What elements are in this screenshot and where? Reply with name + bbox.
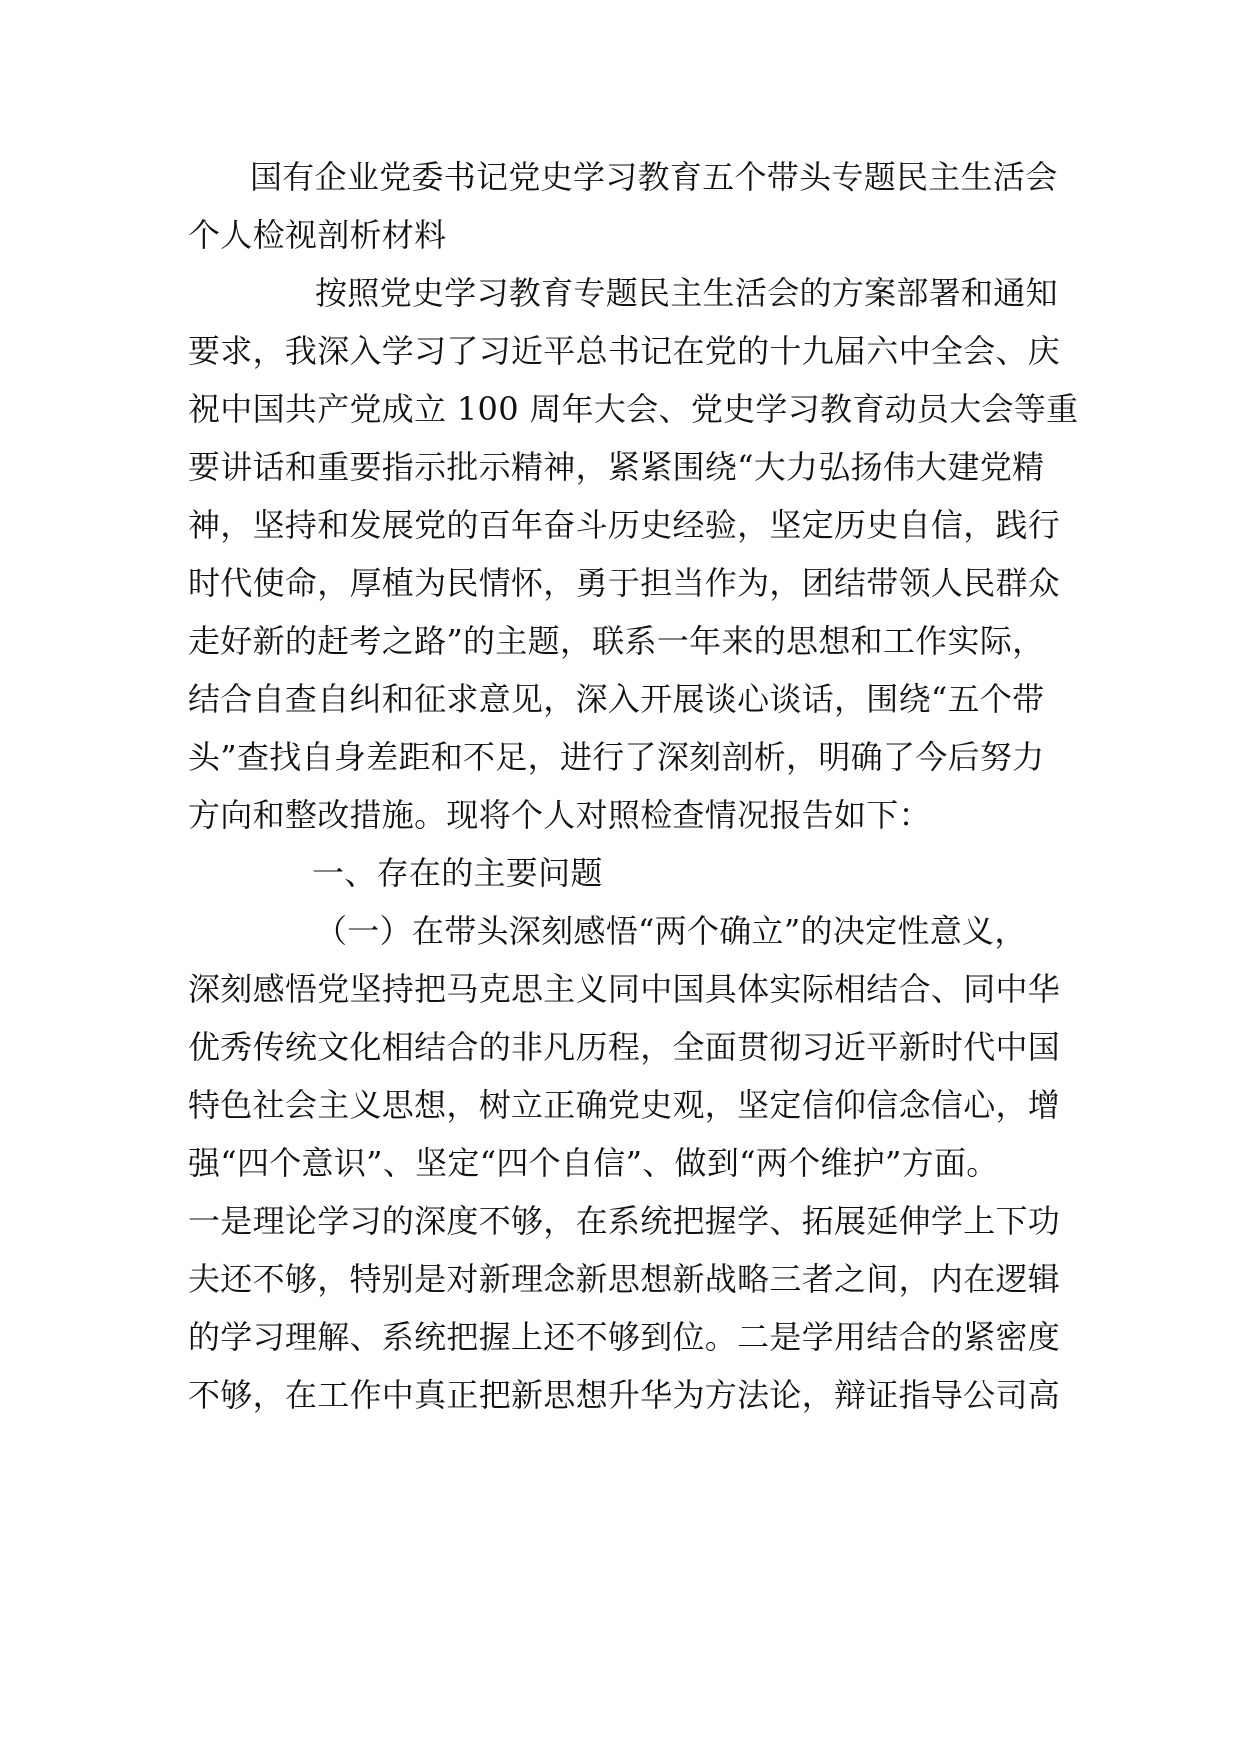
intro-paragraph-line: 按照党史学习教育专题民主生活会的方案部署和通知 bbox=[315, 274, 1058, 312]
intro-paragraph-line: 结合自查自纠和征求意见，深入开展谈心谈话，围绕“五个带 bbox=[188, 680, 1045, 718]
section-paragraph-line: 不够，在工作中真正把新思想升华为方法论，辩证指导公司高 bbox=[188, 1376, 1061, 1414]
section-heading: 一、存在的主要问题 bbox=[312, 854, 603, 892]
document-title-line-2: 个人检视剖析材料 bbox=[188, 216, 447, 254]
section-paragraph-line: （一）在带头深刻感悟“两个确立”的决定性意义， bbox=[315, 912, 1027, 950]
section-paragraph-line: 一是理论学习的深度不够，在系统把握学、拓展延伸学上下功 bbox=[188, 1202, 1061, 1240]
intro-paragraph-line: 要求，我深入学习了习近平总书记在党的十九届六中全会、庆 bbox=[188, 332, 1061, 370]
section-paragraph-line: 特色社会主义思想，树立正确党史观，坚定信仰信念信心，增 bbox=[188, 1086, 1061, 1124]
intro-paragraph-line: 时代使命，厚植为民情怀，勇于担当作为，团结带领人民群众 bbox=[188, 564, 1061, 602]
section-paragraph-line: 强“四个意识”、坚定“四个自信”、做到“两个维护”方面。 bbox=[188, 1144, 999, 1182]
section-paragraph-line: 深刻感悟党坚持把马克思主义同中国具体实际相结合、同中华 bbox=[188, 970, 1061, 1008]
section-paragraph-line: 的学习理解、系统把握上还不够到位。二是学用结合的紧密度 bbox=[188, 1318, 1061, 1356]
section-paragraph-line: 优秀传统文化相结合的非凡历程，全面贯彻习近平新时代中国 bbox=[188, 1028, 1061, 1066]
intro-paragraph-line: 方向和整改措施。现将个人对照检查情况报告如下： bbox=[188, 796, 931, 834]
intro-paragraph-line: 神，坚持和发展党的百年奋斗历史经验，坚定历史自信，践行 bbox=[188, 506, 1061, 544]
intro-paragraph-line: 走好新的赶考之路”的主题，联系一年来的思想和工作实际， bbox=[188, 622, 1045, 660]
intro-paragraph-line: 要讲话和重要指示批示精神，紧紧围绕“大力弘扬伟大建党精 bbox=[188, 448, 1045, 486]
document-title-line-1: 国有企业党委书记党史学习教育五个带头专题民主生活会 bbox=[250, 158, 1058, 196]
intro-paragraph-line: 头”查找自身差距和不足，进行了深刻剖析，明确了今后努力 bbox=[188, 738, 1045, 776]
intro-paragraph-line: 祝中国共产党成立 100 周年大会、党史学习教育动员大会等重 bbox=[188, 390, 1079, 428]
section-paragraph-line: 夫还不够，特别是对新理念新思想新战略三者之间，内在逻辑 bbox=[188, 1260, 1061, 1298]
